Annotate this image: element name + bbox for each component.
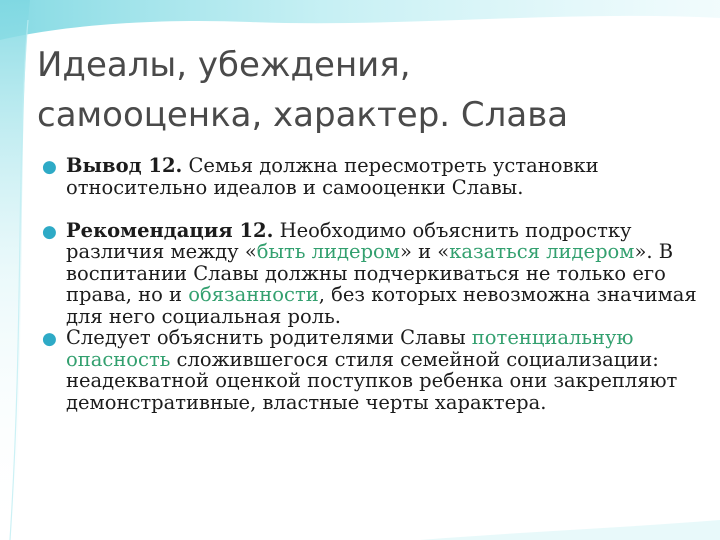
bullet-item-parents-advice xyxy=(40,327,710,413)
advice-text-2: сложившегося стиля семейной социализации: неадекватной оценкой поступков ребенка они закрепляют демонстративные, властные черты характера. xyxy=(66,347,678,414)
slide-title-line-1: Идеалы, убеждения, xyxy=(37,45,411,85)
highlight-seem-leader: казаться лидером xyxy=(449,240,635,263)
recommendation-text-4: , без которых невозможна значимая для него социальная роль. xyxy=(66,283,697,328)
top-wave xyxy=(0,0,720,40)
slide-title-line-2: самооценка, характер. Слава xyxy=(37,95,569,135)
dot-icon: ● xyxy=(42,329,57,349)
advice-text-1: Следует объяснить родителями Славы xyxy=(66,326,472,349)
spacer xyxy=(40,198,710,220)
bullet-item-conclusion xyxy=(40,155,710,198)
slide-title xyxy=(37,40,697,140)
bottom-wave xyxy=(420,520,720,540)
bullet-item-recommendation xyxy=(40,220,710,328)
highlight-duties: обязанности xyxy=(188,283,319,306)
recommendation-text-2: » и « xyxy=(399,240,450,263)
highlight-potential-danger: потенциальную опасность xyxy=(66,326,634,371)
conclusion-text: Семья должна пересмотреть установки относительно идеалов и самооценки Славы. xyxy=(66,154,599,199)
recommendation-label: Рекомендация 12. xyxy=(66,218,274,242)
conclusion-label: Вывод 12. xyxy=(66,154,183,177)
recommendation-text-3: ». В воспитании Славы должны подчеркиваться не только его права, но и xyxy=(66,240,674,306)
dot-icon: ● xyxy=(42,221,57,242)
left-wave xyxy=(0,0,30,540)
bullet-list xyxy=(40,155,710,413)
recommendation-text-1: Необходимо объяснить подростку различия между « xyxy=(66,218,632,263)
highlight-be-leader: быть лидером xyxy=(256,240,400,263)
dot-icon: ● xyxy=(42,157,57,177)
